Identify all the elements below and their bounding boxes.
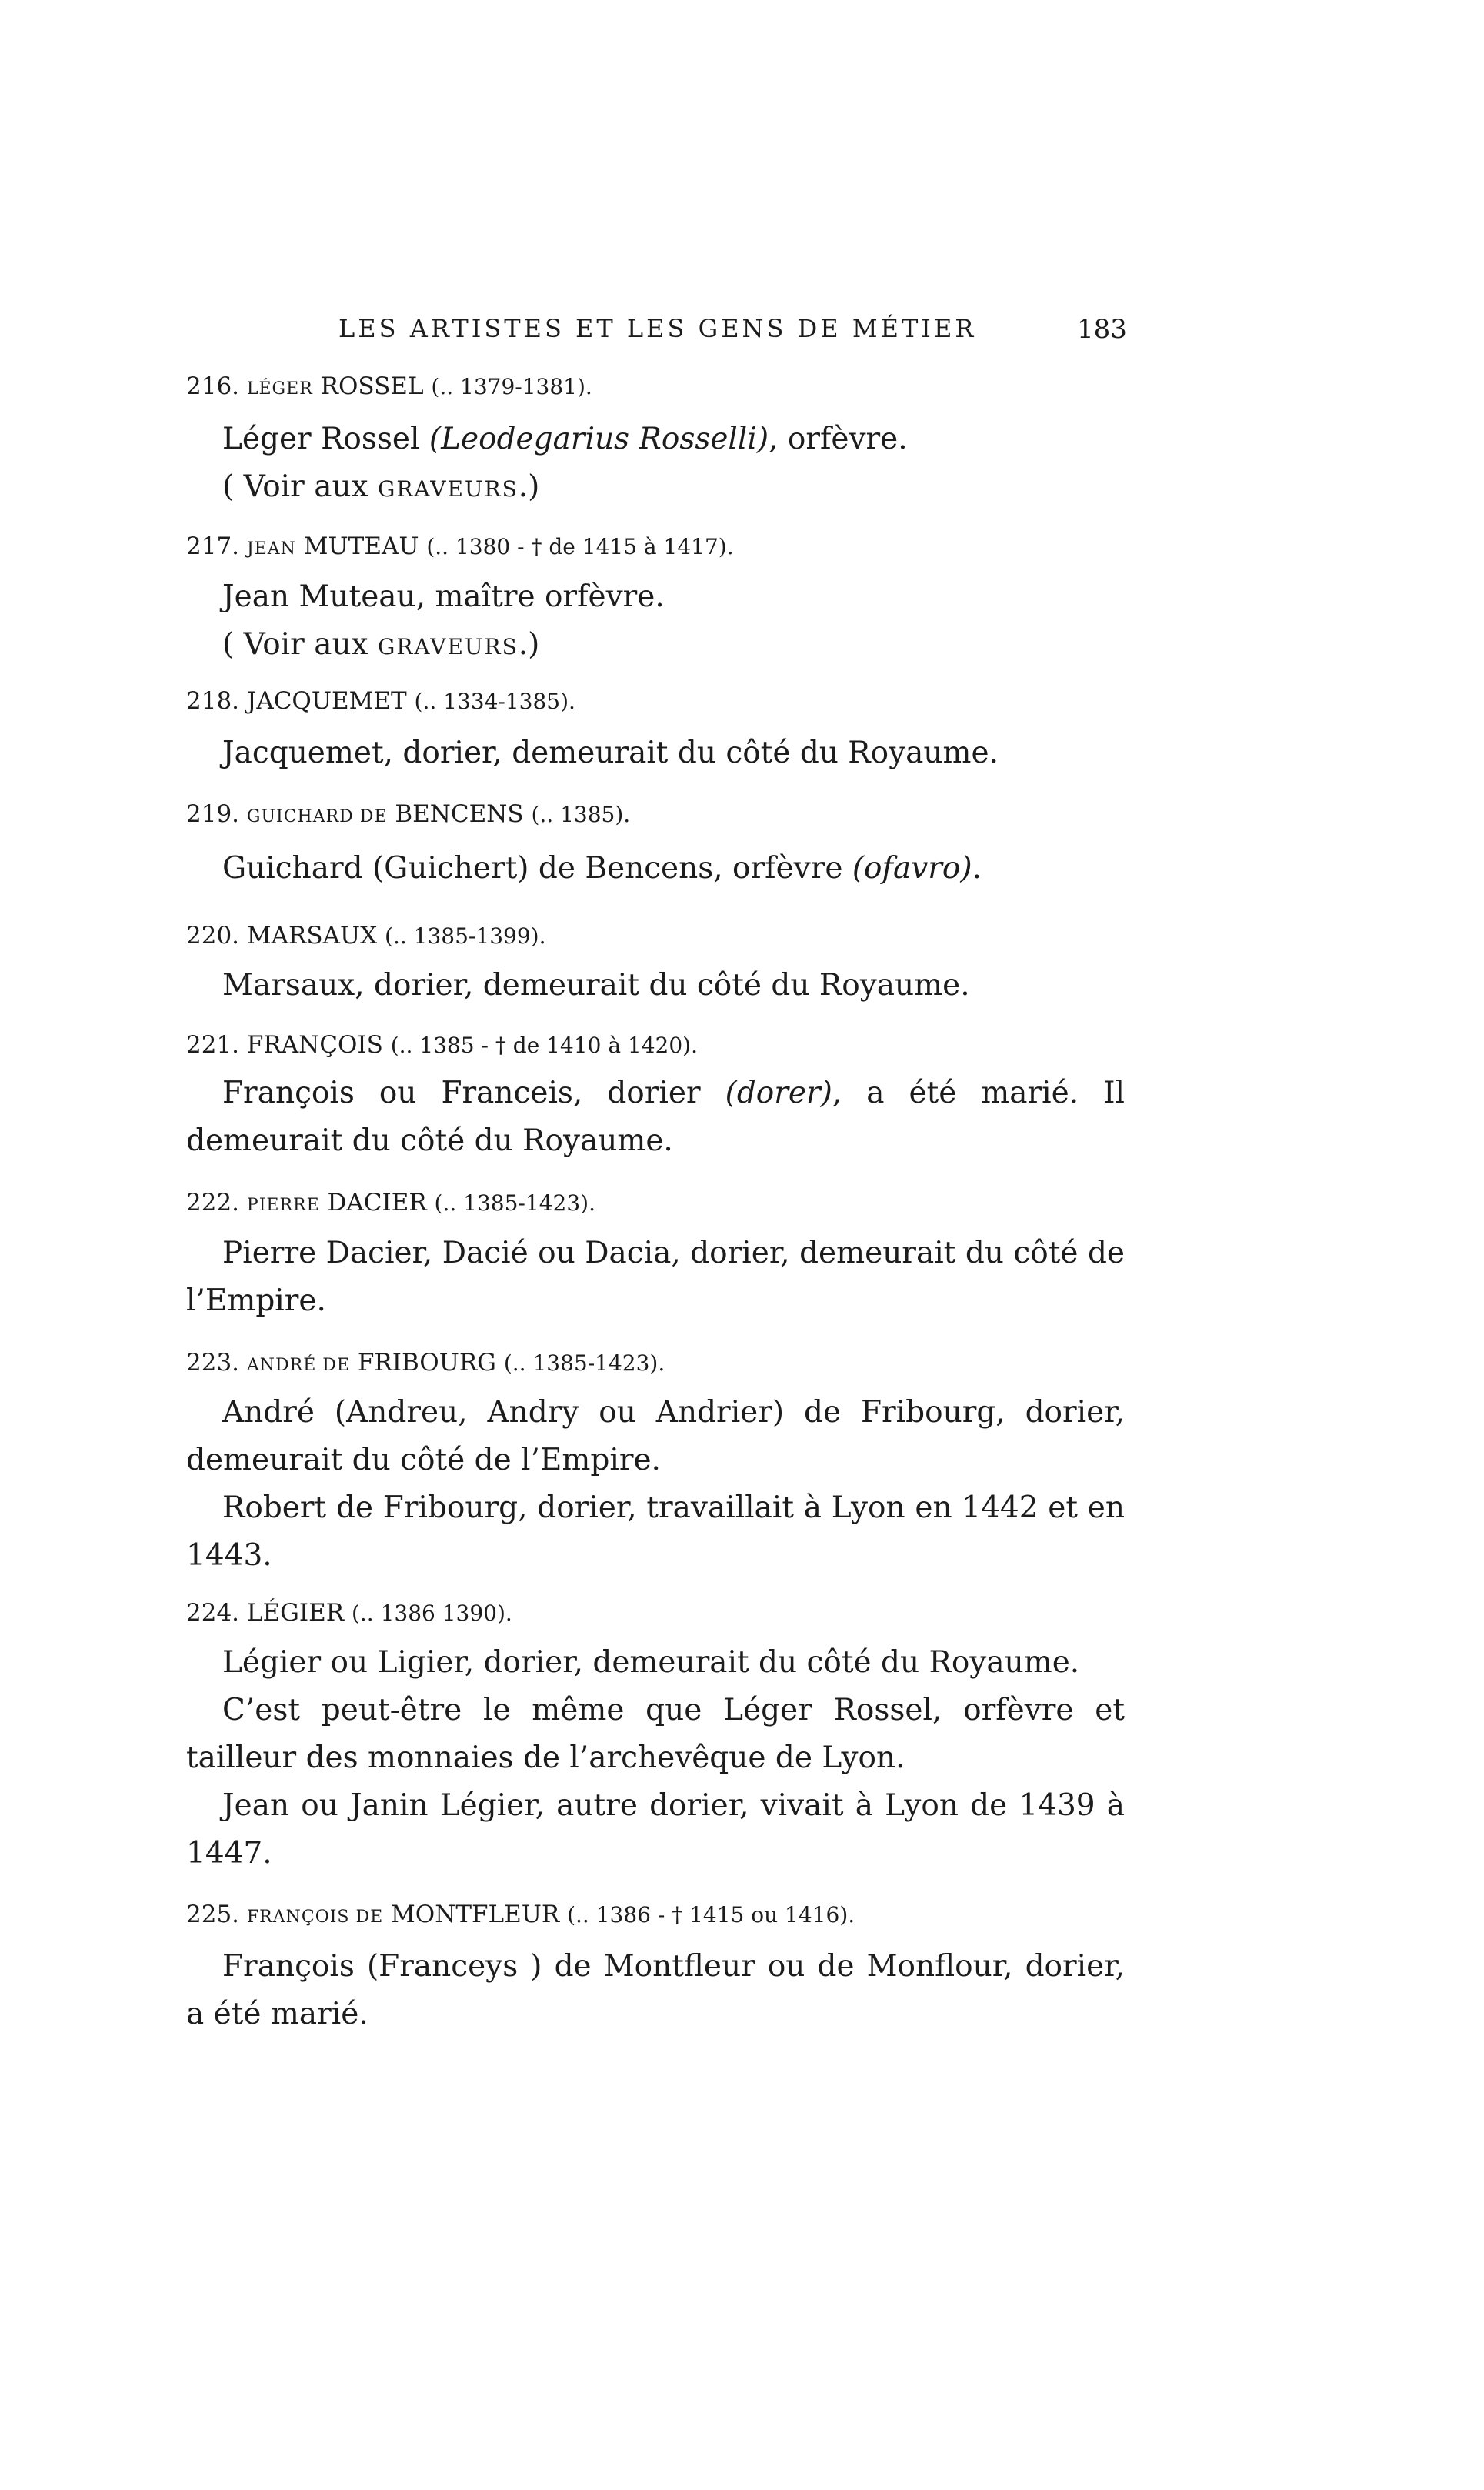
entry-text-225 [186,1943,1125,2038]
entry-heading-221 [186,1031,698,1059]
reference-section: GRAVEURS [377,476,519,502]
entry-surname: ROSSEL [320,372,424,400]
entry-text-218 [186,729,1125,777]
entry-dates: (.. 1385). [531,802,631,827]
entry-surname: MUTEAU [303,532,419,560]
cross-reference [186,621,1125,671]
entry-number: 217. [186,532,240,560]
entry-surname: FRANÇOIS [246,1031,383,1059]
running-title: LES ARTISTES ET LES GENS DE MÉTIER [338,314,977,343]
paragraph [186,1070,1125,1165]
text-run: Guichard (Guichert) de Bencens, orfèvre [222,851,852,886]
latin-term: (ofavro) [852,851,972,886]
entry-forename: FRANÇOIS DE [246,1908,384,1927]
entry-surname: LÉGIER [246,1599,345,1627]
entry-heading-223 [186,1349,665,1377]
entry-forename: GUICHARD DE [246,807,388,826]
entry-dates: (.. 1386 - † 1415 ou 1416). [567,1902,855,1928]
text-run: ( Voir aux [222,627,378,662]
entry-surname: DACIER [327,1189,427,1217]
text-run: , orfèvre. [769,422,908,456]
entry-text-223 [186,1389,1125,1580]
entry-forename: LÉGER [246,379,313,399]
entry-number: 218. [186,687,240,715]
paragraph [186,416,1125,463]
paragraph: Jean ou Janin Légier, autre dorier, vivait à Lyon de 1439 à 1447. [186,1788,1125,1871]
paragraph [186,845,1125,893]
entry-number: 220. [186,922,240,950]
entry-text-220 [186,962,1125,1010]
entry-text-219 [186,845,1125,893]
entry-dates: (.. 1379-1381). [431,374,592,399]
page-number: 183 [1077,314,1127,345]
entry-surname: FRIBOURG [357,1349,496,1377]
text-run: .) [518,627,540,662]
entry-surname: JACQUEMET [246,687,407,715]
entry-number: 223. [186,1349,240,1377]
entry-number: 222. [186,1189,240,1217]
entry-heading-224 [186,1599,512,1627]
entry-surname: MONTFLEUR [391,1901,560,1928]
entry-text-224 [186,1639,1125,1878]
entry-dates: (.. 1386 1390). [351,1600,512,1626]
entry-text-222 [186,1230,1125,1325]
paragraph: Pierre Dacier, Dacié ou Dacia, dorier, demeurait du côté de l’Empire. [186,1236,1125,1318]
text-run: . [972,851,982,886]
latin-name: (Leodegarius Rosselli) [429,422,769,456]
paragraph: Légier ou Ligier, dorier, demeurait du côté du Royaume. [222,1645,1080,1680]
entry-forename: ANDRÉ DE [246,1356,350,1375]
entry-dates: (.. 1385 - † de 1410 à 1420). [390,1033,699,1058]
paragraph: Marsaux, dorier, demeurait du côté du Royaume. [222,968,970,1003]
paragraph: Robert de Fribourg, dorier, travaillait à Lyon en 1442 et en 1443. [186,1490,1125,1573]
entry-number: 219. [186,800,240,828]
cross-reference [186,463,1125,513]
entry-heading-217 [186,532,734,560]
entry-number: 225. [186,1901,240,1928]
entry-text-216 [186,416,1125,513]
entry-heading-219 [186,800,630,828]
reference-section: GRAVEURS [377,634,519,659]
entry-text-221 [186,1070,1125,1165]
text-run: , a été marié. Il demeurait du côté du Royaume. [186,1076,1126,1158]
entry-forename: JEAN [246,539,296,559]
entry-number: 221. [186,1031,240,1059]
entry-dates: (.. 1385-1423). [434,1190,595,1216]
entry-dates: (.. 1385-1399). [385,923,546,949]
entry-surname: MARSAUX [246,922,378,950]
paragraph: Jean Muteau, maître orfèvre. [222,579,665,614]
entry-dates: (.. 1385-1423). [503,1350,665,1376]
paragraph: François (Franceys ) de Montfleur ou de Monflour, dorier, a été marié. [186,1949,1125,2031]
text-run: .) [518,469,540,504]
entry-heading-225 [186,1901,855,1928]
latin-term: (dorer) [725,1076,832,1110]
text-run: François ou Franceis, dorier [222,1076,725,1110]
entry-forename: PIERRE [246,1196,320,1215]
entry-heading-216 [186,372,592,400]
paragraph: Jacquemet, dorier, demeurait du côté du Royaume. [222,736,999,770]
entry-heading-218 [186,687,575,715]
entry-text-217 [186,573,1125,671]
entry-heading-222 [186,1189,595,1217]
entry-heading-220 [186,922,545,950]
entry-dates: (.. 1334-1385). [414,689,575,714]
text-run: Léger Rossel [222,422,429,456]
paragraph: C’est peut-être le même que Léger Rossel, orfèvre et tailleur des monnaies de l’archevêque de Lyon. [186,1693,1125,1775]
entry-number: 216. [186,372,240,400]
text-run: ( Voir aux [222,469,378,504]
entry-dates: (.. 1380 - † de 1415 à 1417). [426,534,734,559]
entry-number: 224. [186,1599,240,1627]
paragraph: André (Andreu, Andry ou Andrier) de Fribourg, dorier, demeurait du côté de l’Empire. [186,1395,1125,1477]
entry-surname: BENCENS [395,800,524,828]
